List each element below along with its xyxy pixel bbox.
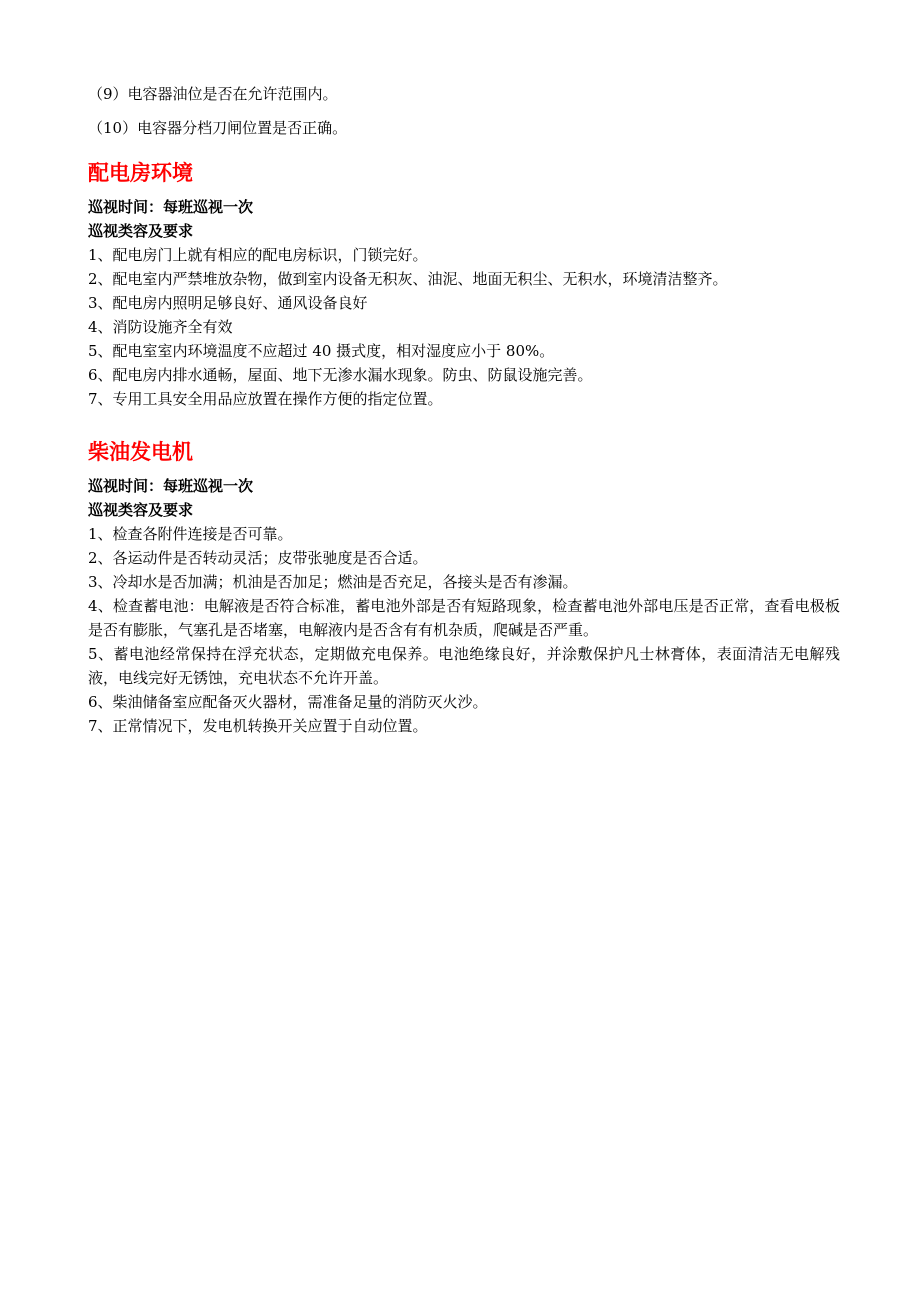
list-item: 2、配电室内严禁堆放杂物，做到室内设备无积灰、油泥、地面无积尘、无积水，环境清洁整齐。: [88, 270, 728, 288]
inspection-content-heading: 巡视类容及要求: [88, 222, 194, 240]
list-item: 1、配电房门上就有相应的配电房标识，门锁完好。: [88, 246, 428, 264]
list-item: 5、配电室室内环境温度不应超过 40 摄式度，相对湿度应小于 80%。: [88, 342, 555, 360]
capacitor-oil-level-check: （9）电容器油位是否在允许范围内。: [88, 85, 338, 103]
section-title: 配电房环境: [88, 161, 193, 185]
list-item: 4、消防设施齐全有效: [88, 318, 233, 336]
list-item: 5、蓄电池经常保持在浮充状态，定期做充电保养。电池绝缘良好，并涂敷保护凡士林膏体，表面清洁无电解残液，电线完好无锈蚀，充电状态不允许开盖。: [88, 645, 840, 687]
list-item: 2、各运动件是否转动灵活；皮带张驰度是否合适。: [88, 549, 428, 567]
list-item: 1、检查各附件连接是否可靠。: [88, 525, 293, 543]
section-distribution-room: [88, 158, 840, 411]
list-item: 7、专用工具安全用品应放置在操作方便的指定位置。: [88, 390, 443, 408]
section-title: 柴油发电机: [88, 440, 193, 464]
document-body: [88, 82, 840, 738]
inspection-time: 巡视时间：每班巡视一次: [88, 477, 254, 495]
inspection-time: 巡视时间：每班巡视一次: [88, 198, 254, 216]
list-item: 6、柴油储备室应配备灭火器材，需准备足量的消防灭火沙。: [88, 693, 488, 711]
capacitor-switch-position-check: （10）电容器分档刀闸位置是否正确。: [88, 119, 348, 137]
list-item: 7、正常情况下，发电机转换开关应置于自动位置。: [88, 717, 428, 735]
section-diesel-generator: [88, 437, 840, 738]
list-item: 4、检查蓄电池：电解液是否符合标准，蓄电池外部是否有短路现象，检查蓄电池外部电压是否正常，查看电极板是否有膨胀，气塞孔是否堵塞，电解液内是否含有有机杂质，爬碱是否严重。: [88, 597, 840, 639]
list-item: 3、配电房内照明足够良好、通风设备良好: [88, 294, 368, 312]
inspection-content-heading: 巡视类容及要求: [88, 501, 194, 519]
list-item: 3、冷却水是否加满；机油是否加足；燃油是否充足，各接头是否有渗漏。: [88, 573, 578, 591]
list-item: 6、配电房内排水通畅，屋面、地下无渗水漏水现象。防虫、防鼠设施完善。: [88, 366, 593, 384]
